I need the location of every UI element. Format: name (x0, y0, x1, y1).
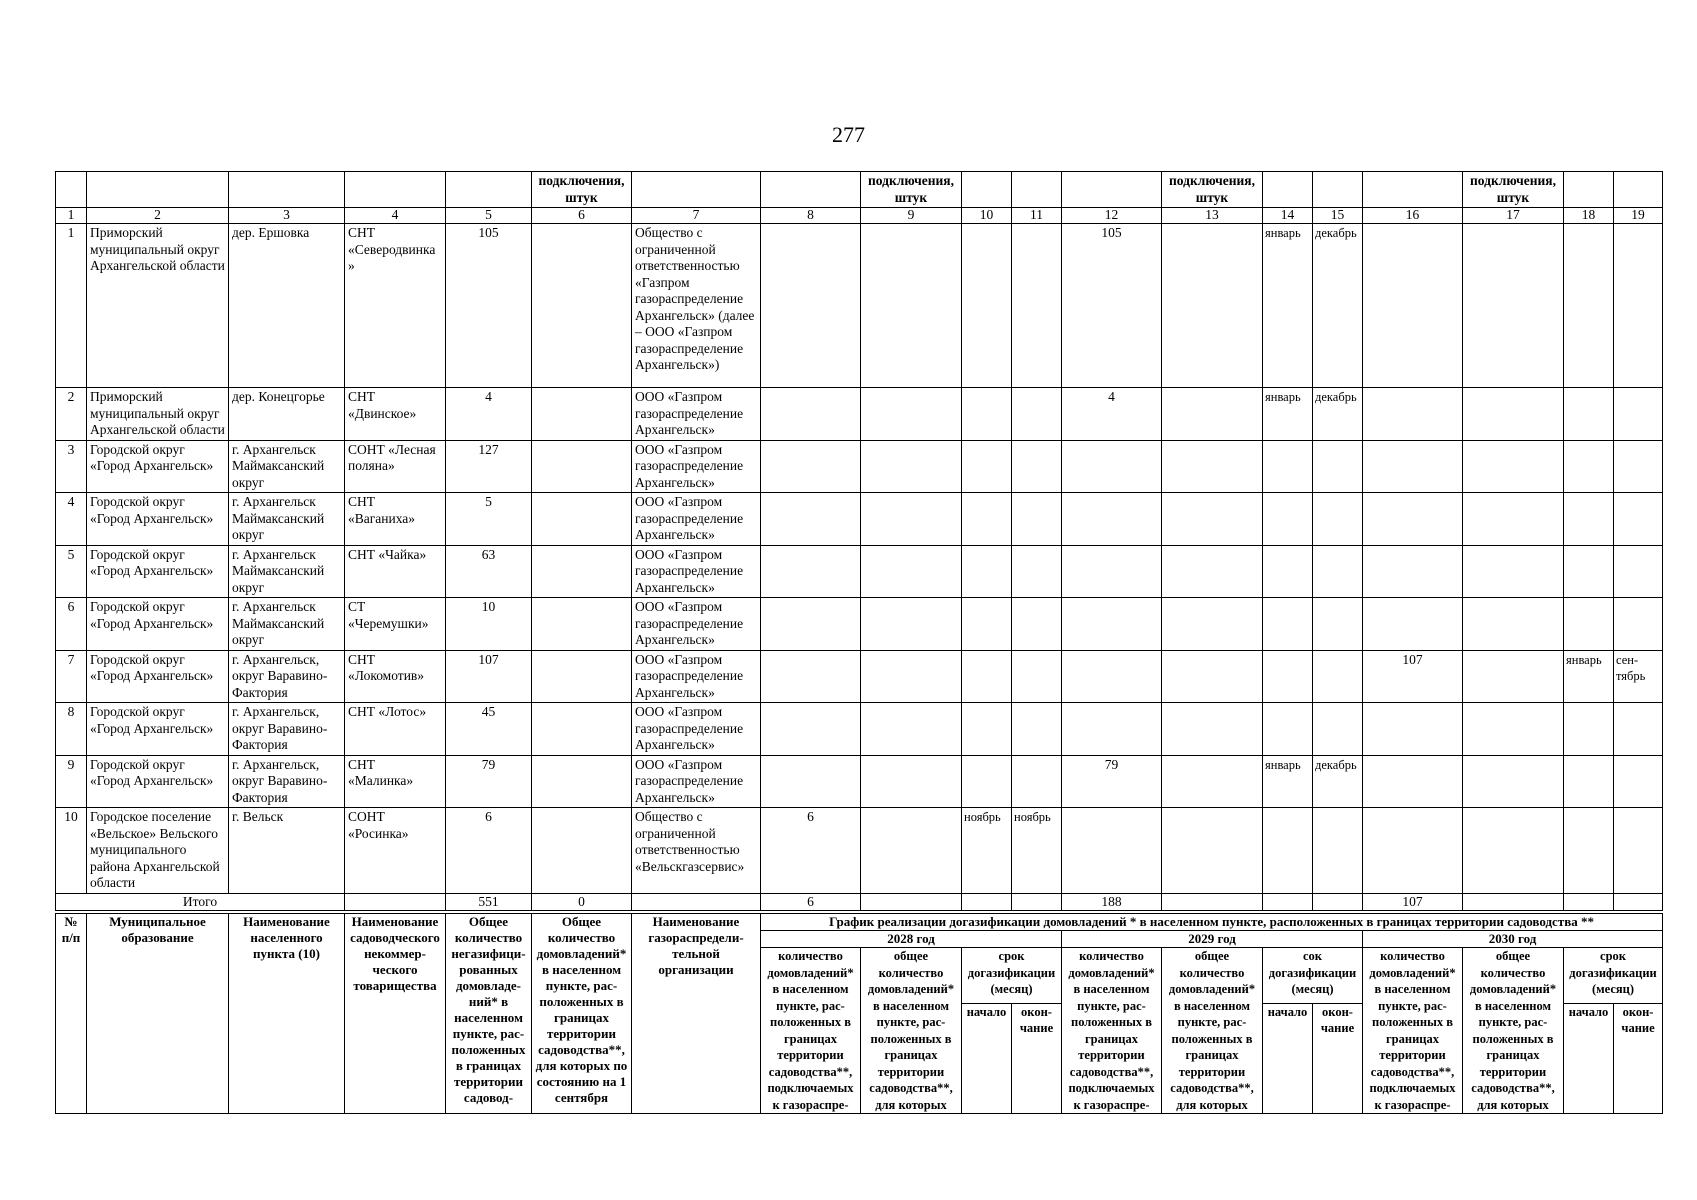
table-cell (1614, 388, 1663, 441)
header-cell: подключения, штук (1162, 172, 1263, 208)
table-cell: Общество с ограниченной ответственностью «Вельскгазсервис» (632, 808, 761, 894)
table-cell (1263, 440, 1313, 493)
total-cell (861, 893, 962, 910)
header-schedule: График реализации догазификации домовладений * в населенном пункте, расположенных в границах территории садоводства ** (761, 914, 1663, 931)
table-cell (1012, 224, 1062, 388)
table-cell (861, 224, 962, 388)
table-cell (1363, 703, 1463, 756)
table-cell: 9 (56, 755, 87, 808)
table-row (56, 493, 1663, 546)
table-cell (1614, 755, 1663, 808)
table-cell: г. Архангельск Маймаксанский округ (229, 598, 345, 651)
table-cell: 7 (56, 650, 87, 703)
header-start: начало (1263, 1003, 1313, 1113)
table-cell (532, 650, 632, 703)
table-cell (1012, 545, 1062, 598)
total-cell: 0 (532, 893, 632, 910)
table-cell (761, 545, 861, 598)
header-end: окон-чание (1012, 1003, 1062, 1113)
table-cell (532, 808, 632, 894)
table-cell: СОНТ «Лесная поляна» (345, 440, 446, 493)
table-cell (962, 598, 1012, 651)
column-number: 3 (229, 208, 345, 224)
table-cell (761, 703, 861, 756)
table-row (56, 703, 1663, 756)
table-cell: 6 (761, 808, 861, 894)
table-cell: 63 (446, 545, 532, 598)
table-cell (1263, 703, 1313, 756)
table-cell (1564, 388, 1614, 441)
table-cell (1162, 388, 1263, 441)
total-cell (1263, 893, 1313, 910)
table-cell (1263, 650, 1313, 703)
table-cell: 5 (446, 493, 532, 546)
table-cell: январь (1564, 650, 1614, 703)
total-cell (1463, 893, 1564, 910)
table-cell: ООО «Газпром газораспределение Архангельск» (632, 703, 761, 756)
column-number: 18 (1564, 208, 1614, 224)
column-number-row (56, 208, 1663, 224)
table-cell: ООО «Газпром газораспределение Архангельск» (632, 650, 761, 703)
table-cell: СНТ «Чайка» (345, 545, 446, 598)
table-cell (1263, 493, 1313, 546)
table-cell (1062, 493, 1162, 546)
table-cell (1012, 755, 1062, 808)
table-cell: 79 (446, 755, 532, 808)
table-cell: ООО «Газпром газораспределение Архангельск» (632, 493, 761, 546)
header-sub-total: общее количество домовладений* в населенном пункте, рас-положенных в границах территории садоводства**, для которых (1463, 948, 1564, 1114)
table-cell (1463, 388, 1564, 441)
table-cell: 45 (446, 703, 532, 756)
table-cell (962, 224, 1012, 388)
table-cell: Городской округ «Город Архангельск» (87, 598, 229, 651)
header-end: окон-чание (1614, 1003, 1663, 1113)
continuation-header-row (56, 172, 1663, 208)
total-cell: 107 (1363, 893, 1463, 910)
table-cell: 4 (446, 388, 532, 441)
header-partnership: Наименование садоводческого некоммер-ческого товарищества (345, 914, 446, 1114)
table-cell: СНТ «Лотос» (345, 703, 446, 756)
column-number: 2 (87, 208, 229, 224)
table-cell: ООО «Газпром газораспределение Архангельск» (632, 440, 761, 493)
header-ungasified: Общее количество негазифици-рованных домовладе-ний* в населенном пункте, рас-положенных в границах территории садовод- (446, 914, 532, 1114)
table-cell (1062, 598, 1162, 651)
table-cell: г. Архангельск, округ Варавино-Фактория (229, 650, 345, 703)
table-cell (1313, 808, 1363, 894)
table-cell: г. Архангельск Маймаксанский округ (229, 545, 345, 598)
table-cell (1614, 808, 1663, 894)
table-cell (1564, 755, 1614, 808)
table-cell: 4 (56, 493, 87, 546)
table-cell (1564, 224, 1614, 388)
table-cell (1463, 650, 1564, 703)
table-cell: Городской округ «Город Архангельск» (87, 650, 229, 703)
table-cell (1263, 545, 1313, 598)
table-cell (1012, 493, 1062, 546)
table-cell: 6 (56, 598, 87, 651)
table-cell: 107 (1363, 650, 1463, 703)
table-cell (1313, 598, 1363, 651)
table-cell: январь (1263, 755, 1313, 808)
table-row (56, 808, 1663, 894)
table-cell (962, 440, 1012, 493)
column-number: 8 (761, 208, 861, 224)
table-cell (1162, 545, 1263, 598)
table-cell: г. Вельск (229, 808, 345, 894)
header-start: начало (962, 1003, 1012, 1113)
header-households: Общее количество домовладений* в населенном пункте, рас-положенных в границах территории садоводства**, для которых по состоянию на 1 сентября (532, 914, 632, 1114)
table-cell (761, 440, 861, 493)
total-cell (345, 893, 446, 910)
header-gas-org: Наименование газораспредели-тельной организации (632, 914, 761, 1114)
total-cell (1313, 893, 1363, 910)
header-cell: подключения, штук (532, 172, 632, 208)
table-cell: 6 (446, 808, 532, 894)
table-cell: 3 (56, 440, 87, 493)
table-row (56, 388, 1663, 441)
table-cell (1313, 493, 1363, 546)
table-cell: 8 (56, 703, 87, 756)
total-cell (1012, 893, 1062, 910)
table-cell: 2 (56, 388, 87, 441)
table-cell: СНТ «Локомотив» (345, 650, 446, 703)
table-cell (1614, 224, 1663, 388)
page-number: 277 (832, 122, 865, 147)
table-cell (1614, 493, 1663, 546)
header-end: окон-чание (1313, 1003, 1363, 1113)
table-cell (1012, 440, 1062, 493)
table-cell (1564, 545, 1614, 598)
table-cell: Городское поселение «Вельское» Вельского муниципального района Архангельской области (87, 808, 229, 894)
table-row (56, 598, 1663, 651)
table-cell (861, 440, 962, 493)
column-number: 12 (1062, 208, 1162, 224)
table-cell (761, 598, 861, 651)
table-cell: ноябрь (962, 808, 1012, 894)
table-cell (532, 598, 632, 651)
column-number: 15 (1313, 208, 1363, 224)
table-cell (532, 703, 632, 756)
table-cell: дер. Ершовка (229, 224, 345, 388)
column-number: 7 (632, 208, 761, 224)
table-cell: 105 (1062, 224, 1162, 388)
table-cell (1614, 440, 1663, 493)
column-number: 6 (532, 208, 632, 224)
table-cell: г. Архангельск, округ Варавино-Фактория (229, 703, 345, 756)
table-cell (1062, 703, 1162, 756)
table-cell (1363, 598, 1463, 651)
table-cell: СНТ «Северодвинка» (345, 224, 446, 388)
table-cell: СНТ «Двинское» (345, 388, 446, 441)
table-cell (1313, 440, 1363, 493)
table-cell: декабрь (1313, 755, 1363, 808)
table-cell (1263, 808, 1313, 894)
table-cell: 105 (446, 224, 532, 388)
table-cell: 1 (56, 224, 87, 388)
table-cell: Городской округ «Город Архангельск» (87, 440, 229, 493)
table-cell (1463, 493, 1564, 546)
table-cell: 5 (56, 545, 87, 598)
header-settlement: Наименование населенного пункта (10) (229, 914, 345, 1114)
table-cell (1162, 493, 1263, 546)
header-num: № п/п (56, 914, 87, 1114)
header-year: 2028 год (761, 931, 1062, 948)
totals-label: Итого (56, 893, 345, 910)
table-cell (861, 755, 962, 808)
column-number: 14 (1263, 208, 1313, 224)
table-cell (1363, 388, 1463, 441)
gasification-table (55, 171, 1663, 911)
table-cell: Приморский муниципальный округ Архангельской области (87, 388, 229, 441)
header-cell: подключения, штук (1463, 172, 1564, 208)
table-cell (1463, 755, 1564, 808)
table-cell: ноябрь (1012, 808, 1062, 894)
column-number: 13 (1162, 208, 1263, 224)
header-year: 2029 год (1062, 931, 1363, 948)
table-cell: 107 (446, 650, 532, 703)
header-term: срок догазификации (месяц) (1564, 948, 1663, 1004)
table-cell: г. Архангельск Маймаксанский округ (229, 440, 345, 493)
table-cell (1313, 703, 1363, 756)
table-cell (1564, 493, 1614, 546)
table-cell (861, 650, 962, 703)
column-number: 10 (962, 208, 1012, 224)
table-cell: декабрь (1313, 224, 1363, 388)
table-cell: СТ «Черемушки» (345, 598, 446, 651)
table-cell (1463, 545, 1564, 598)
table-cell (1614, 545, 1663, 598)
table-row (56, 650, 1663, 703)
table-cell: декабрь (1313, 388, 1363, 441)
table-cell: январь (1263, 224, 1313, 388)
table-cell (962, 650, 1012, 703)
table-cell (1363, 755, 1463, 808)
table-cell (861, 598, 962, 651)
table-cell (1564, 598, 1614, 651)
table-cell (1363, 545, 1463, 598)
table-cell (532, 545, 632, 598)
table-cell (1463, 224, 1564, 388)
table-cell: ООО «Газпром газораспределение Архангельск» (632, 755, 761, 808)
table-cell (761, 493, 861, 546)
table-row (56, 755, 1663, 808)
table-cell: 4 (1062, 388, 1162, 441)
totals-row (56, 893, 1663, 910)
table-cell (962, 755, 1012, 808)
column-number: 5 (446, 208, 532, 224)
table-row (56, 224, 1663, 388)
table-cell (532, 388, 632, 441)
header-sub-count: количество домовладений* в населенном пункте, рас-положенных в границах территории садоводства**, подключаемых к газораспре- (1363, 948, 1463, 1114)
column-number: 1 (56, 208, 87, 224)
header-municipality: Муниципальное образование (87, 914, 229, 1114)
table-cell: г. Архангельск, округ Варавино-Фактория (229, 755, 345, 808)
header-start: начало (1564, 1003, 1614, 1113)
table-cell (1363, 224, 1463, 388)
table-cell (861, 703, 962, 756)
table-cell (761, 755, 861, 808)
table-cell: январь (1263, 388, 1313, 441)
table-cell: 10 (56, 808, 87, 894)
table-cell (861, 388, 962, 441)
table-cell: дер. Конецгорье (229, 388, 345, 441)
table-cell (532, 755, 632, 808)
table-cell (1564, 440, 1614, 493)
table-cell: Общество с ограниченной ответственностью «Газпром газораспределение Архангельск» (далее – ООО «Газпром газораспределение Архангельск») (632, 224, 761, 388)
table-cell (761, 224, 861, 388)
table-cell (1012, 650, 1062, 703)
column-number: 4 (345, 208, 446, 224)
table-cell (1162, 650, 1263, 703)
header-year: 2030 год (1363, 931, 1663, 948)
table-cell (1463, 440, 1564, 493)
table-cell: ООО «Газпром газораспределение Архангельск» (632, 388, 761, 441)
table-cell (1162, 440, 1263, 493)
table-cell (861, 545, 962, 598)
table-cell (532, 224, 632, 388)
table-cell (532, 440, 632, 493)
header-sub-count: количество домовладений* в населенном пункте, рас-положенных в границах территории садоводства**, подключаемых к газораспре- (761, 948, 861, 1114)
table-cell (861, 493, 962, 546)
column-number: 11 (1012, 208, 1062, 224)
header-term: сок догазификации (месяц) (1263, 948, 1363, 1004)
table-cell (1062, 440, 1162, 493)
table-cell (1463, 808, 1564, 894)
table-cell (1012, 388, 1062, 441)
total-cell (962, 893, 1012, 910)
table-cell: 127 (446, 440, 532, 493)
table-cell (761, 388, 861, 441)
total-cell: 551 (446, 893, 532, 910)
column-number: 19 (1614, 208, 1663, 224)
table-cell (1263, 598, 1313, 651)
table-cell: Городской округ «Город Архангельск» (87, 703, 229, 756)
table-cell (1162, 808, 1263, 894)
total-cell (1564, 893, 1614, 910)
table-row (56, 545, 1663, 598)
table-cell (1012, 598, 1062, 651)
column-number: 17 (1463, 208, 1564, 224)
table-cell: Приморский муниципальный округ Архангельской области (87, 224, 229, 388)
table-cell (1363, 808, 1463, 894)
header-cell: подключения, штук (861, 172, 962, 208)
header-term: срок догазификации (месяц) (962, 948, 1062, 1004)
header-sub-count: количество домовладений* в населенном пункте, рас-положенных в границах территории садоводства**, подключаемых к газораспре- (1062, 948, 1162, 1114)
table-cell (962, 545, 1012, 598)
total-cell: 188 (1062, 893, 1162, 910)
table-cell: Городской округ «Город Архангельск» (87, 545, 229, 598)
table-cell (1012, 703, 1062, 756)
total-cell (1614, 893, 1663, 910)
table-cell (1162, 598, 1263, 651)
table-cell: г. Архангельск Маймаксанский округ (229, 493, 345, 546)
table-cell (861, 808, 962, 894)
table-cell (1162, 703, 1263, 756)
table-cell (1564, 703, 1614, 756)
table-cell (1313, 545, 1363, 598)
table-cell (1062, 808, 1162, 894)
table-cell (1463, 703, 1564, 756)
total-cell: 6 (761, 893, 861, 910)
total-cell (632, 893, 761, 910)
table-cell (1062, 545, 1162, 598)
total-cell (1162, 893, 1263, 910)
table-cell (532, 493, 632, 546)
header-repeat-table (55, 913, 1663, 1114)
table-cell (962, 493, 1012, 546)
table-cell (1614, 703, 1663, 756)
table-cell (1363, 440, 1463, 493)
table-cell (1162, 224, 1263, 388)
table-cell (761, 650, 861, 703)
table-cell (1463, 598, 1564, 651)
table-cell (1062, 650, 1162, 703)
table-cell (962, 703, 1012, 756)
table-cell (1363, 493, 1463, 546)
column-number: 16 (1363, 208, 1463, 224)
table-cell: СНТ «Ваганиха» (345, 493, 446, 546)
table-row (56, 440, 1663, 493)
table-cell (962, 388, 1012, 441)
column-number: 9 (861, 208, 962, 224)
table-cell: СНТ «Малинка» (345, 755, 446, 808)
table-cell: ООО «Газпром газораспределение Архангельск» (632, 598, 761, 651)
header-sub-total: общее количество домовладений* в населенном пункте, рас-положенных в границах территории садоводства**, для которых (861, 948, 962, 1114)
table-cell (1162, 755, 1263, 808)
table-cell (1313, 650, 1363, 703)
table-cell: 10 (446, 598, 532, 651)
header-sub-total: общее количество домовладений* в населенном пункте, рас-положенных в границах территории садоводства**, для которых (1162, 948, 1263, 1114)
table-cell (1614, 598, 1663, 651)
table-cell: сен-тябрь (1614, 650, 1663, 703)
table-cell: Городской округ «Город Архангельск» (87, 755, 229, 808)
table-cell (1564, 808, 1614, 894)
table-cell: ООО «Газпром газораспределение Архангельск» (632, 545, 761, 598)
table-cell: 79 (1062, 755, 1162, 808)
table-cell: СОНТ «Росинка» (345, 808, 446, 894)
table-cell: Городской округ «Город Архангельск» (87, 493, 229, 546)
